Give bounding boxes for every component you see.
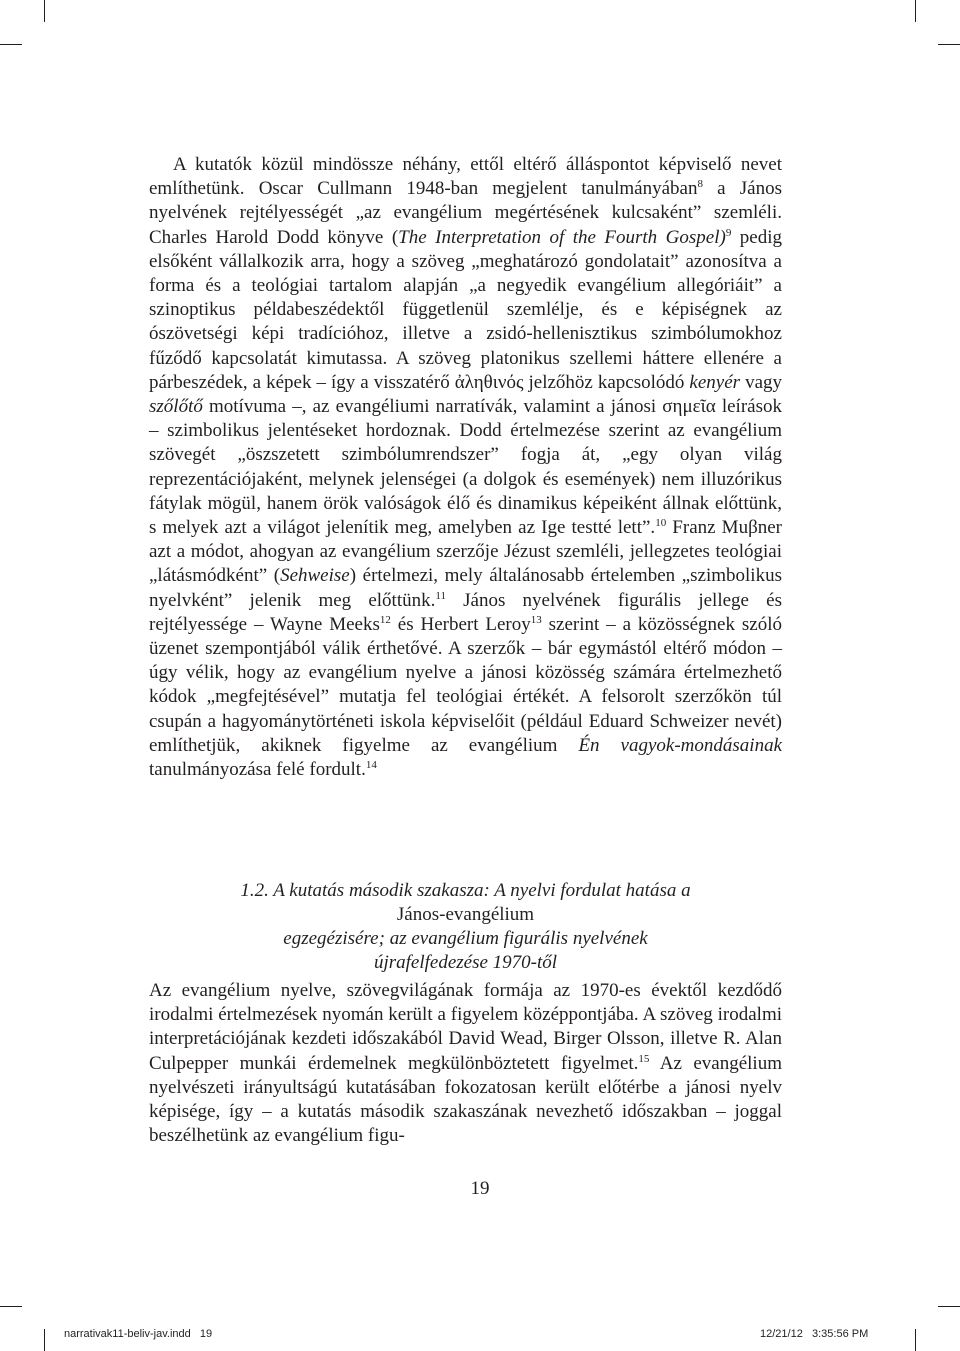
body-paragraph-2: [149, 979, 782, 1148]
footnote-ref: 10: [655, 517, 667, 530]
emphasis: kenyér: [689, 371, 741, 393]
footnote-ref: 15: [638, 1052, 650, 1065]
paragraph: [149, 979, 782, 1148]
emphasis: Én vagyok-mondásainak: [578, 734, 783, 756]
emphasis: Sehweise: [280, 565, 350, 587]
crop-mark: [915, 1329, 916, 1351]
footnote-ref: 14: [365, 759, 377, 772]
section-heading: [149, 879, 782, 975]
text: Az evangélium nyelvészeti irányultságú kutatásában fokozatosan került előtérbe a jánosi nyelv képisége, így – a kutatás második szakaszának nevezhető időszakban – joggal beszélhetünk az evangélium figu-: [149, 1052, 782, 1147]
crop-mark: [44, 1329, 45, 1351]
text: Franz Muβner azt a módot, ahogyan az evangélium szerzője Jézust szemléli, jellegzetes teológiai „látásmódként” (: [149, 517, 782, 587]
text: pedig elsőként vállalkozik arra, hogy a szöveg „meghatározó gondolatait” azonosítva a forma és a teológiai tartalom alapján „a negyedik evangélium allegóriáit” a szinoptikus példabeszédektől függetlenül szemlélje, és e képiségnek az ószövetségi képi tradícióhoz, illetve a zsidó-hellenisztikus szimbólumokhoz fűződő kapcsolatát kimutassa. A szöveg platonikus szellemi háttere ellenére a párbeszédek, a képek – így a visszatérő ἀληθινός jelzőhöz kapcsolódó: [149, 226, 782, 393]
footnote-ref: 12: [379, 613, 391, 626]
text: és Herbert Leroy: [390, 613, 531, 635]
text: János nyelvének figurális jellege és rejtélyessége – Wayne Meeks: [149, 589, 782, 635]
text: A kutatók közül mindössze néhány, ettől eltérő álláspontot képviselő nevet említhetünk. Oscar Cullmann 1948-ban megjelent tanulmányában: [149, 154, 782, 200]
paragraph: [149, 153, 782, 782]
heading-line: 1.2. A kutatás második szakasza: A nyelvi fordulat hatása a: [240, 880, 691, 901]
text: Az evangélium nyelve, szövegvilágának formája az 1970-es évektől kezdődő irodalmi értelmezések nyomán került a figyelem középpontjába. A szöveg irodalmi interpretációjának kezdeti időszakából David Wead, Birger Olsson, illetve R. Alan Culpepper munkái érdemelnek megkülönböztetett figyelmet.: [149, 980, 782, 1074]
text: tanulmányozása felé fordult.: [149, 759, 366, 781]
book-title: The Interpretation of the Fourth Gospel): [398, 226, 726, 248]
page-number: 19: [470, 1178, 490, 1199]
slug-filename: narrativak11-beliv-jav.indd 19: [64, 1328, 213, 1340]
slug-timestamp: 12/21/12 3:35:56 PM: [760, 1328, 869, 1340]
heading-italic: egzegézisére; az evangélium figurális nyelvének: [283, 928, 648, 949]
heading-line: újrafelfedezése 1970-től: [373, 952, 558, 973]
heading-line: [149, 903, 782, 951]
footnote-ref: 8: [697, 178, 703, 191]
text: ) értelmezi, mely általánosabb értelemben „szimbolikus nyelvként” jelenik meg előttünk.: [149, 565, 782, 611]
crop-mark: [0, 1306, 22, 1307]
heading-upright: János-evangélium: [396, 904, 535, 925]
crop-mark: [938, 44, 960, 45]
crop-mark: [938, 1306, 960, 1307]
body-paragraph-1: [149, 153, 782, 782]
footnote-ref: 13: [530, 613, 542, 626]
footnote-ref: 11: [435, 589, 446, 602]
text: a János nyelvének rejtélyességét „az evangélium megértésének kulcsaként” szemléli. Charles Harold Dodd könyve (: [149, 178, 783, 248]
text: szerint – a közösségnek szóló üzenet szempontjából válik érthetővé. A szerzők – bár egymástól eltérő módon – úgy vélik, hogy az evangélium nyelve a jánosi közösség számára értelmezhető kódok „megfejtésével” mutatja fel teológiai értékét. A felsorolt szerzőkön túl csupán a hagyománytörténeti iskola képviselőit (például Eduard Schweizer nevét) említhetjük, akiknek figyelme az evangélium: [149, 613, 782, 756]
emphasis: szőlőtő: [149, 396, 203, 418]
crop-mark: [0, 44, 22, 45]
text: motívuma –, az evangéliumi narratívák, valamint a jánosi σημεῖα leírások – szimbolikus jelentéseket hordoznak. Dodd értelmezése szerint az evangélium szövegét „öszszetett szimbólumrendszer” fogja át, „egy olyan világ reprezentációjaként, melynek jelenségei (a dolgok és események) nem illuzórikus fátylak mögül, hanem örök valóságok élő és dinamikus képeiként állnak előttünk, s melyek azt a világot jelenítik meg, amelyben az Ige testté lett”.: [149, 396, 782, 539]
text: vagy: [740, 371, 783, 393]
crop-mark: [44, 0, 45, 22]
footnote-ref: 9: [725, 226, 732, 239]
crop-mark: [915, 0, 916, 22]
